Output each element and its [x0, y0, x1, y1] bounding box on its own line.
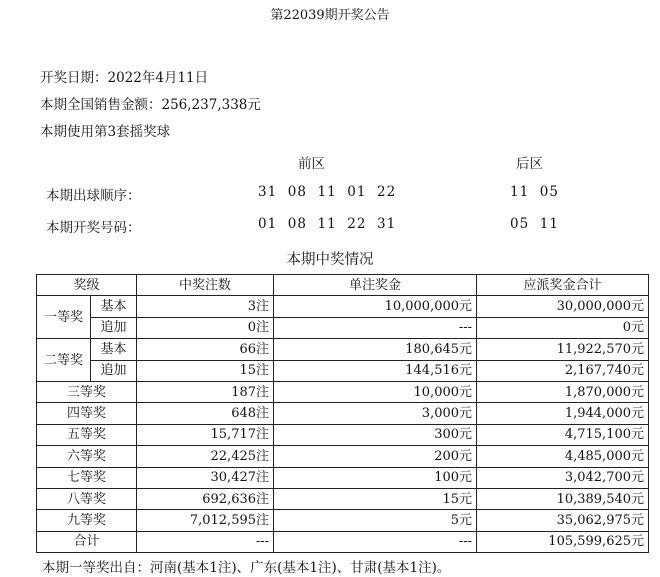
table-row [37, 403, 649, 424]
prize-cell: 100元 [274, 467, 477, 488]
level-cell: 六等奖 [37, 446, 137, 467]
count-cell: 22,425注 [137, 446, 274, 467]
winning-label: 本期开奖号码： [46, 220, 141, 236]
draw-date: 开奖日期：2022年4月11日 [40, 70, 209, 86]
level-cell: 八等奖 [37, 488, 137, 509]
sub-level-cell: 追加 [91, 317, 137, 338]
table-row [37, 488, 649, 509]
prize-table [36, 274, 649, 553]
level-cell: 一等奖 [37, 296, 91, 339]
prize-cell: 10,000元 [274, 381, 477, 402]
sub-level-cell: 追加 [91, 360, 137, 381]
level-cell: 五等奖 [37, 424, 137, 445]
sub-level-cell: 基本 [91, 296, 137, 317]
order-back-numbers: 11 05 [510, 184, 559, 200]
total-cell: 10,389,540元 [477, 488, 649, 509]
prize-cell: 200元 [274, 446, 477, 467]
header-level: 奖级 [37, 275, 137, 296]
total-cell: 0元 [477, 317, 649, 338]
winning-back-numbers: 05 11 [510, 216, 559, 232]
table-row [37, 339, 649, 360]
table-row [37, 381, 649, 402]
count-cell: 15,717注 [137, 424, 274, 445]
prize-cell: 300元 [274, 424, 477, 445]
front-zone-label: 前区 [298, 156, 325, 172]
count-cell: 15注 [137, 360, 274, 381]
back-zone-label: 后区 [516, 156, 543, 172]
count-cell: 692,636注 [137, 488, 274, 509]
table-row [37, 317, 649, 338]
section-title: 本期中奖情况 [286, 252, 374, 268]
count-cell: 187注 [137, 381, 274, 402]
prize-cell: --- [274, 531, 477, 552]
total-cell: 105,599,625元 [477, 531, 649, 552]
table-row [37, 510, 649, 531]
page-title: 第22039期开奖公告 [270, 8, 390, 23]
level-cell: 七等奖 [37, 467, 137, 488]
table-row [37, 296, 649, 317]
header-prize: 单注奖金 [274, 275, 477, 296]
total-cell: 35,062,975元 [477, 510, 649, 531]
count-cell: 7,012,595注 [137, 510, 274, 531]
count-cell: 3注 [137, 296, 274, 317]
prize-cell: 5元 [274, 510, 477, 531]
count-cell: 648注 [137, 403, 274, 424]
table-row-total [37, 531, 649, 552]
prize-cell: 15元 [274, 488, 477, 509]
prize-cell: --- [274, 317, 477, 338]
level-cell: 二等奖 [37, 339, 91, 382]
prize-cell: 10,000,000元 [274, 296, 477, 317]
total-cell: 3,042,700元 [477, 467, 649, 488]
table-row [37, 424, 649, 445]
count-cell: 0注 [137, 317, 274, 338]
total-cell: 11,922,570元 [477, 339, 649, 360]
total-cell: 1,944,000元 [477, 403, 649, 424]
order-front-numbers: 31 08 11 01 22 [258, 184, 397, 200]
prize-cell: 180,645元 [274, 339, 477, 360]
ball-set: 本期使用第3套摇奖球 [40, 124, 171, 140]
prize-cell: 144,516元 [274, 360, 477, 381]
total-cell: 1,870,000元 [477, 381, 649, 402]
header-count: 中奖注数 [137, 275, 274, 296]
sub-level-cell: 基本 [91, 339, 137, 360]
total-cell: 4,485,000元 [477, 446, 649, 467]
level-cell: 九等奖 [37, 510, 137, 531]
table-header-row [37, 275, 649, 296]
level-cell: 四等奖 [37, 403, 137, 424]
level-cell: 合计 [37, 531, 137, 552]
header-total: 应派奖金合计 [477, 275, 649, 296]
first-prize-origin: 本期一等奖出自：河南(基本1注)、广东(基本1注)、甘肃(基本1注)。 [42, 560, 451, 576]
total-cell: 2,167,740元 [477, 360, 649, 381]
table-row [37, 360, 649, 381]
level-cell: 三等奖 [37, 381, 137, 402]
count-cell: 66注 [137, 339, 274, 360]
winning-front-numbers: 01 08 11 22 31 [258, 216, 397, 232]
sales-amount: 本期全国销售金额：256,237,338元 [40, 97, 261, 113]
table-row [37, 467, 649, 488]
order-label: 本期出球顺序： [46, 188, 141, 204]
table-row [37, 446, 649, 467]
prize-cell: 3,000元 [274, 403, 477, 424]
total-cell: 30,000,000元 [477, 296, 649, 317]
total-cell: 4,715,100元 [477, 424, 649, 445]
count-cell: --- [137, 531, 274, 552]
count-cell: 30,427注 [137, 467, 274, 488]
